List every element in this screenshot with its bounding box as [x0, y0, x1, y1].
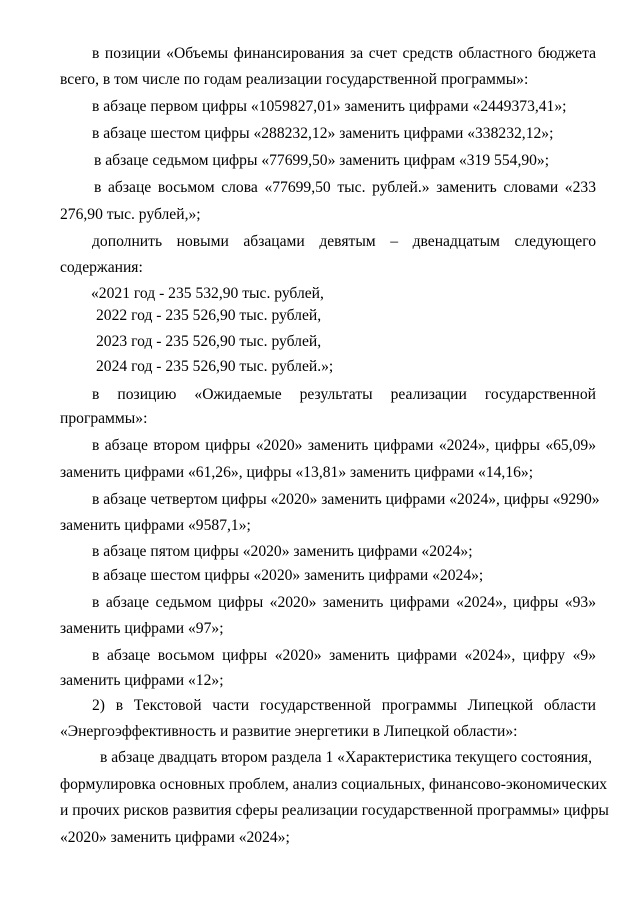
text-line: всего, в том числе по годам реализации государственной программы»:: [60, 71, 529, 88]
text-line: «2020» заменить цифрами «2024»;: [60, 829, 290, 846]
text-line: 2) в Текстовой части государственной программы Липецкой области: [92, 697, 596, 714]
text-line: в позицию «Ожидаемые результаты реализации государственной: [92, 386, 596, 403]
text-line: в абзаце шестом цифры «288232,12» заменить цифрами «338232,12»;: [92, 125, 554, 142]
text-line: формулировка основных проблем, анализ социальных, финансово-экономических: [60, 776, 608, 793]
text-line: 2022 год - 235 526,90 тыс. рублей,: [96, 307, 322, 324]
text-line: 2024 год - 235 526,90 тыс. рублей.»;: [96, 358, 334, 375]
text-line: и прочих рисков развития сферы реализации государственной программы» цифры: [60, 802, 609, 819]
text-line: заменить цифрами «9587,1»;: [60, 517, 251, 534]
text-line: дополнить новыми абзацами девятым – двенадцатым следующего: [92, 233, 596, 250]
text-line: 2023 год - 235 526,90 тыс. рублей,: [96, 333, 322, 350]
text-line: в абзаце втором цифры «2020» заменить цифрами «2024», цифры «65,09»: [92, 437, 596, 454]
text-line: «Энергоэффективность и развитие энергетики в Липецкой области»:: [60, 723, 518, 740]
text-line: заменить цифрами «61,26», цифры «13,81» заменить цифрами «14,16»;: [60, 464, 534, 481]
text-line: в абзаце восьмом цифры «2020» заменить цифрами «2024», цифру «9»: [92, 647, 596, 664]
text-line: в абзаце седьмом цифры «2020» заменить цифрами «2024», цифры «93»: [92, 594, 596, 611]
text-line: в абзаце шестом цифры «2020» заменить цифрами «2024»;: [92, 567, 484, 584]
text-line: программы»:: [60, 410, 148, 427]
text-line: в абзаце пятом цифры «2020» заменить цифрами «2024»;: [92, 543, 473, 560]
text-line: в абзаце двадцать втором раздела 1 «Характеристика текущего состояния,: [100, 749, 592, 766]
text-line: в абзаце первом цифры «1059827,01» заменить цифрами «2449373,41»;: [92, 98, 567, 115]
text-line: в позиции «Объемы финансирования за счет средств областного бюджета: [92, 45, 596, 62]
text-line: заменить цифрами «12»;: [60, 672, 224, 689]
text-line: в абзаце седьмом цифры «77699,50» заменить цифрам «319 554,90»;: [94, 152, 550, 169]
text-line: 276,90 тыс. рублей,»;: [60, 206, 201, 223]
text-line: в абзаце четвертом цифры «2020» заменить цифрами «2024», цифры «9290»: [92, 491, 600, 508]
text-line: содержания:: [60, 259, 143, 276]
text-line: «2021 год - 235 532,90 тыс. рублей,: [91, 285, 324, 302]
text-line: в абзаце восьмом слова «77699,50 тыс. рублей.» заменить словами «233: [94, 179, 596, 196]
text-line: заменить цифрами «97»;: [60, 620, 224, 637]
